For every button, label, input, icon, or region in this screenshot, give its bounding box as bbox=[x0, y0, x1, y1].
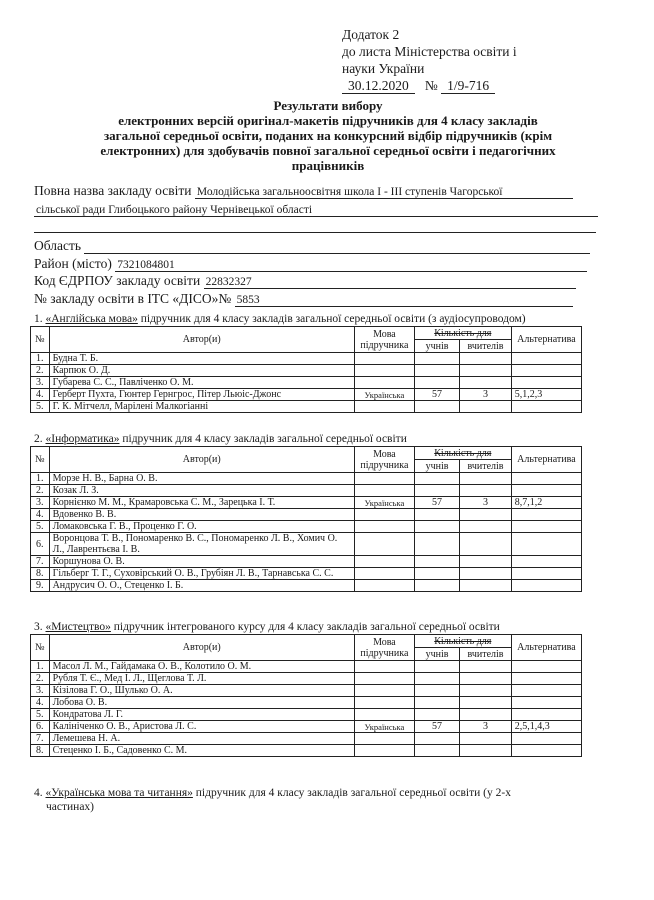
row-students bbox=[414, 673, 459, 685]
header-count: Кількість для bbox=[414, 327, 511, 340]
row-number: 4. bbox=[31, 697, 50, 709]
row-students bbox=[414, 733, 459, 745]
row-language bbox=[354, 365, 414, 377]
header-number: № bbox=[31, 447, 50, 473]
row-students bbox=[414, 685, 459, 697]
header-language bbox=[354, 635, 414, 661]
its-value: 5853 bbox=[235, 294, 573, 307]
row-alternative bbox=[511, 353, 581, 365]
section-1-number: 1. bbox=[34, 313, 43, 325]
section-2-rest: підручник для 4 класу закладів загальної середньої освіти bbox=[119, 433, 407, 445]
row-students bbox=[414, 745, 459, 757]
row-students bbox=[414, 580, 459, 592]
row-teachers bbox=[460, 661, 512, 673]
table-header-row bbox=[31, 447, 582, 460]
header-teachers: вчителів bbox=[460, 648, 512, 661]
edrpou-value: 22832327 bbox=[204, 276, 576, 289]
district-value: 7321084801 bbox=[115, 259, 587, 272]
full-name-row-2 bbox=[34, 201, 598, 217]
row-alternative bbox=[511, 556, 581, 568]
row-teachers bbox=[460, 568, 512, 580]
row-number: 3. bbox=[31, 377, 50, 389]
row-alternative bbox=[511, 661, 581, 673]
row-language bbox=[354, 580, 414, 592]
row-author: Масол Л. М., Гайдамака О. В., Колотило О. М. bbox=[49, 661, 354, 673]
header-alternative: Альтернатива bbox=[511, 447, 581, 473]
header-teachers: вчителів bbox=[460, 340, 512, 353]
row-number: 1. bbox=[31, 661, 50, 673]
row-students bbox=[414, 533, 459, 556]
row-teachers bbox=[460, 745, 512, 757]
table-header-row bbox=[31, 327, 582, 340]
header-language-1: Мова bbox=[373, 448, 396, 460]
row-author: Г. К. Мітчелл, Марілені Малкогіанні bbox=[49, 401, 354, 413]
header-number: № bbox=[31, 327, 50, 353]
section-4-heading bbox=[34, 786, 594, 814]
row-language bbox=[354, 685, 414, 697]
row-language bbox=[354, 377, 414, 389]
header-author: Автор(и) bbox=[49, 447, 354, 473]
full-name-label: Повна назва закладу освіти bbox=[34, 183, 192, 198]
row-number: 4. bbox=[31, 509, 50, 521]
table-row bbox=[31, 353, 582, 365]
table-row bbox=[31, 580, 582, 592]
row-alternative bbox=[511, 509, 581, 521]
header-alternative: Альтернатива bbox=[511, 327, 581, 353]
row-author: Лемешева Н. А. bbox=[49, 733, 354, 745]
row-number: 8. bbox=[31, 745, 50, 757]
row-language bbox=[354, 661, 414, 673]
row-author: Вдовенко В. В. bbox=[49, 509, 354, 521]
table-row bbox=[31, 709, 582, 721]
row-teachers bbox=[460, 709, 512, 721]
header-students: учнів bbox=[414, 460, 459, 473]
header-alternative: Альтернатива bbox=[511, 635, 581, 661]
appendix-line-3: науки України bbox=[342, 61, 425, 76]
row-author: Герберт Пухта, Гюнтер Гернгрос, Пітер Льюіс-Джонс bbox=[49, 389, 354, 401]
header-teachers: вчителів bbox=[460, 460, 512, 473]
row-students bbox=[414, 521, 459, 533]
table-row bbox=[31, 365, 582, 377]
section-1-rest: підручник для 4 класу закладів загальної середньої освіти (з аудіосупроводом) bbox=[137, 313, 526, 325]
row-alternative: 2,5,1,4,3 bbox=[511, 721, 581, 733]
row-alternative bbox=[511, 377, 581, 389]
row-language bbox=[354, 521, 414, 533]
row-teachers bbox=[460, 485, 512, 497]
header-author: Автор(и) bbox=[49, 635, 354, 661]
row-students bbox=[414, 377, 459, 389]
header-count: Кількість для bbox=[414, 635, 511, 648]
title-line-5: працівників bbox=[291, 158, 365, 173]
title-line-3: загальної середньої освіти, поданих на конкурсний відбір підручників (крім bbox=[103, 128, 553, 143]
row-number: 5. bbox=[31, 521, 50, 533]
appendix-date-line bbox=[342, 77, 517, 94]
header-author: Автор(и) bbox=[49, 327, 354, 353]
row-alternative bbox=[511, 580, 581, 592]
row-author: Андрусич О. О., Стеценко І. Б. bbox=[49, 580, 354, 592]
row-number: 9. bbox=[31, 580, 50, 592]
row-teachers bbox=[460, 365, 512, 377]
row-author: Калініченко О. В., Аристова Л. С. bbox=[49, 721, 354, 733]
row-language bbox=[354, 568, 414, 580]
row-alternative bbox=[511, 533, 581, 556]
row-alternative bbox=[511, 733, 581, 745]
row-number: 2. bbox=[31, 673, 50, 685]
blank-line bbox=[34, 232, 596, 233]
full-name-value-2: сільської ради Глибоцького району Чернівецької області bbox=[34, 204, 598, 217]
row-students bbox=[414, 353, 459, 365]
appendix-line-1: Додаток 2 bbox=[342, 27, 400, 42]
row-students bbox=[414, 661, 459, 673]
row-teachers bbox=[460, 521, 512, 533]
full-name-row bbox=[34, 183, 573, 199]
row-author: Воронцова Т. В., Пономаренко В. С., Пономаренко Л. В., Хомич О. Л., Лаврентьєва І. В. bbox=[49, 533, 354, 556]
row-teachers bbox=[460, 673, 512, 685]
row-number: 7. bbox=[31, 733, 50, 745]
row-language bbox=[354, 485, 414, 497]
row-alternative: 8,7,1,2 bbox=[511, 497, 581, 509]
table-row bbox=[31, 521, 582, 533]
header-language-2: підручника bbox=[360, 647, 409, 659]
table-row bbox=[31, 697, 582, 709]
appendix-number-sign: № bbox=[424, 78, 438, 93]
row-teachers bbox=[460, 353, 512, 365]
row-number: 6. bbox=[31, 721, 50, 733]
row-author: Коршунова О. В. bbox=[49, 556, 354, 568]
title-line-2: електронних версій оригінал-макетів підручників для 4 класу закладів bbox=[118, 113, 538, 128]
row-teachers: 3 bbox=[460, 497, 512, 509]
table-row bbox=[31, 509, 582, 521]
row-language bbox=[354, 673, 414, 685]
table-row bbox=[31, 568, 582, 580]
appendix-line-2: до листа Міністерства освіти і bbox=[342, 44, 517, 59]
row-language: Українська bbox=[354, 389, 414, 401]
row-teachers bbox=[460, 509, 512, 521]
row-teachers bbox=[460, 401, 512, 413]
table-row bbox=[31, 673, 582, 685]
header-students: учнів bbox=[414, 648, 459, 661]
row-number: 2. bbox=[31, 365, 50, 377]
row-author: Стеценко І. Б., Садовенко С. М. bbox=[49, 745, 354, 757]
row-students bbox=[414, 485, 459, 497]
edrpou-label: Код ЄДРПОУ закладу освіти bbox=[34, 273, 201, 288]
header-language bbox=[354, 327, 414, 353]
section-2-subject: «Інформатика» bbox=[45, 433, 120, 445]
section-3-subject: «Мистецтво» bbox=[45, 621, 111, 633]
row-number: 7. bbox=[31, 556, 50, 568]
row-alternative bbox=[511, 697, 581, 709]
row-alternative bbox=[511, 401, 581, 413]
row-number: 1. bbox=[31, 353, 50, 365]
row-author: Лобова О. В. bbox=[49, 697, 354, 709]
row-language bbox=[354, 733, 414, 745]
section-1-subject: «Англійська мова» bbox=[45, 313, 138, 325]
row-teachers bbox=[460, 556, 512, 568]
section-3-rest: підручник інтегрованого курсу для 4 класу закладів загальної середньої освіти bbox=[110, 621, 500, 633]
row-teachers bbox=[460, 733, 512, 745]
row-language bbox=[354, 709, 414, 721]
header-language-1: Мова bbox=[373, 328, 396, 340]
row-teachers bbox=[460, 685, 512, 697]
title-line-1: Результати вибору bbox=[273, 98, 383, 113]
title-line-4: електронних) для здобувачів повної загальної середньої освіти і педагогічних bbox=[100, 143, 556, 158]
row-language: Українська bbox=[354, 721, 414, 733]
table-header-row bbox=[31, 635, 582, 648]
section-2-table bbox=[30, 446, 582, 592]
row-students bbox=[414, 556, 459, 568]
table-row bbox=[31, 556, 582, 568]
appendix-block bbox=[342, 26, 517, 94]
header-language-2: підручника bbox=[360, 339, 409, 351]
row-students: 57 bbox=[414, 721, 459, 733]
row-students bbox=[414, 509, 459, 521]
row-students bbox=[414, 365, 459, 377]
section-1-table bbox=[30, 326, 582, 413]
row-author: Рубля Т. Є., Мед І. Л., Щеглова Т. Л. bbox=[49, 673, 354, 685]
header-count: Кількість для bbox=[414, 447, 511, 460]
table-row bbox=[31, 473, 582, 485]
row-alternative bbox=[511, 365, 581, 377]
header-language-2: підручника bbox=[360, 459, 409, 471]
section-4-number: 4. bbox=[34, 787, 43, 799]
its-row bbox=[34, 291, 573, 307]
table-row bbox=[31, 389, 582, 401]
row-students bbox=[414, 568, 459, 580]
row-language bbox=[354, 473, 414, 485]
row-number: 1. bbox=[31, 473, 50, 485]
row-alternative bbox=[511, 685, 581, 697]
row-teachers bbox=[460, 377, 512, 389]
section-1-heading bbox=[34, 313, 594, 326]
row-number: 3. bbox=[31, 497, 50, 509]
section-2-heading bbox=[34, 433, 594, 446]
row-language bbox=[354, 697, 414, 709]
header-number: № bbox=[31, 635, 50, 661]
table-row bbox=[31, 661, 582, 673]
row-students bbox=[414, 473, 459, 485]
row-teachers: 3 bbox=[460, 721, 512, 733]
edrpou-row bbox=[34, 273, 576, 289]
section-4-line-2: частинах) bbox=[46, 801, 95, 813]
header-students: учнів bbox=[414, 340, 459, 353]
row-author: Ломаковська Г. В., Проценко Г. О. bbox=[49, 521, 354, 533]
row-alternative bbox=[511, 568, 581, 580]
full-name-value-1: Молодійська загальноосвітня школа І - ІІІ ступенів Чагорської bbox=[195, 186, 573, 199]
row-language bbox=[354, 745, 414, 757]
row-number: 4. bbox=[31, 389, 50, 401]
table-row bbox=[31, 733, 582, 745]
row-students bbox=[414, 401, 459, 413]
region-value bbox=[84, 241, 590, 254]
section-3-heading bbox=[34, 621, 594, 634]
row-author: Карпюк О. Д. bbox=[49, 365, 354, 377]
row-students: 57 bbox=[414, 497, 459, 509]
section-4-rest: підручник для 4 класу закладів загальної середньої освіти (у 2-х bbox=[192, 787, 511, 799]
row-alternative bbox=[511, 709, 581, 721]
table-row bbox=[31, 721, 582, 733]
header-language bbox=[354, 447, 414, 473]
table-row bbox=[31, 497, 582, 509]
table-row bbox=[31, 401, 582, 413]
row-number: 5. bbox=[31, 401, 50, 413]
table-row bbox=[31, 685, 582, 697]
table-row bbox=[31, 533, 582, 556]
row-alternative bbox=[511, 673, 581, 685]
table-row bbox=[31, 745, 582, 757]
row-teachers bbox=[460, 697, 512, 709]
district-row bbox=[34, 256, 587, 272]
row-students bbox=[414, 709, 459, 721]
row-students: 57 bbox=[414, 389, 459, 401]
row-author: Морзе Н. В., Барна О. В. bbox=[49, 473, 354, 485]
its-label: № закладу освіти в ІТС «ДІСО»№ bbox=[34, 291, 232, 306]
row-author: Козак Л. З. bbox=[49, 485, 354, 497]
row-students bbox=[414, 697, 459, 709]
region-row bbox=[34, 238, 590, 254]
row-author: Губарева С. С., Павліченко О. М. bbox=[49, 377, 354, 389]
row-teachers: 3 bbox=[460, 389, 512, 401]
table-row bbox=[31, 377, 582, 389]
row-language: Українська bbox=[354, 497, 414, 509]
row-teachers bbox=[460, 473, 512, 485]
region-label: Область bbox=[34, 238, 82, 253]
row-author: Будна Т. Б. bbox=[49, 353, 354, 365]
document-title bbox=[40, 98, 616, 173]
row-teachers bbox=[460, 580, 512, 592]
header-language-1: Мова bbox=[373, 636, 396, 648]
row-language bbox=[354, 401, 414, 413]
row-author: Кізілова Г. О., Шулько О. А. bbox=[49, 685, 354, 697]
row-alternative bbox=[511, 473, 581, 485]
appendix-number: 1/9-716 bbox=[441, 79, 495, 94]
row-number: 6. bbox=[31, 533, 50, 556]
row-language bbox=[354, 556, 414, 568]
row-language bbox=[354, 353, 414, 365]
row-language bbox=[354, 533, 414, 556]
row-author: Гільберг Т. Г., Суховірський О. В., Грубіян Л. В., Тарнавська С. С. bbox=[49, 568, 354, 580]
row-author: Корнієнко М. М., Крамаровська С. М., Зарецька І. Т. bbox=[49, 497, 354, 509]
row-alternative: 5,1,2,3 bbox=[511, 389, 581, 401]
row-number: 3. bbox=[31, 685, 50, 697]
section-3-number: 3. bbox=[34, 621, 43, 633]
section-2-number: 2. bbox=[34, 433, 43, 445]
section-3-table bbox=[30, 634, 582, 757]
appendix-date: 30.12.2020 bbox=[342, 79, 415, 94]
row-number: 2. bbox=[31, 485, 50, 497]
row-alternative bbox=[511, 745, 581, 757]
section-4-subject: «Українська мова та читання» bbox=[45, 787, 193, 799]
row-alternative bbox=[511, 521, 581, 533]
row-number: 5. bbox=[31, 709, 50, 721]
district-label: Район (місто) bbox=[34, 256, 112, 271]
row-alternative bbox=[511, 485, 581, 497]
table-row bbox=[31, 485, 582, 497]
row-teachers bbox=[460, 533, 512, 556]
row-author: Кондратова Л. Г. bbox=[49, 709, 354, 721]
row-language bbox=[354, 509, 414, 521]
row-number: 8. bbox=[31, 568, 50, 580]
